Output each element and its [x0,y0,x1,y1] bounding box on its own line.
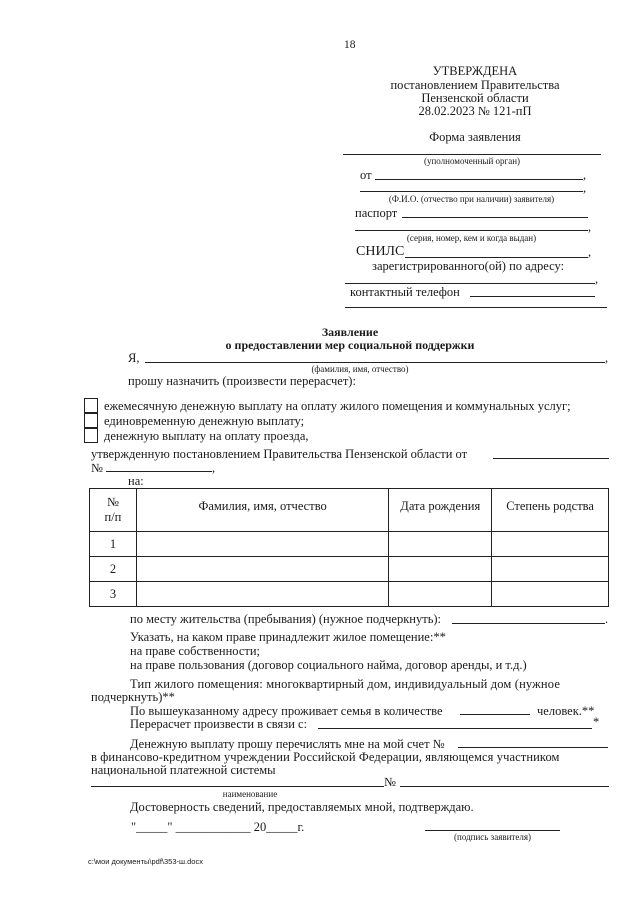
from-field[interactable] [375,179,583,180]
statement-title: Заявление [321,325,379,339]
payment-line-3: национальной платежной системы [91,763,276,777]
address-field[interactable] [345,283,595,284]
residence-field[interactable] [452,623,605,624]
approval-date: 28.02.2023 № 121-пП [418,104,532,118]
approval-title: УТВЕРЖДЕНА [432,64,518,78]
col-header-fio: Фамилия, имя, отчество [136,489,388,532]
passport-caption: (серия, номер, кем и когда выдан) [406,233,537,243]
cell-relation[interactable] [492,582,609,607]
option-checkbox-onetime[interactable] [84,413,98,428]
cell-fio[interactable] [136,582,388,607]
recalc-text: Перерасчет произвести в связи с: [130,717,308,731]
phone-label: контактный телефон [350,285,460,299]
account-number-field[interactable] [458,747,608,748]
residence-text: по месту жительства (пребывания) (нужное подчеркнуть): [130,612,442,626]
authority-caption: (уполномоченный орган) [423,156,521,166]
snils-label: СНИЛС [356,244,405,259]
cell-relation[interactable] [492,557,609,582]
i-label: Я, [128,351,140,365]
from-comma: , [583,168,587,182]
housing-type-line-1: Тип жилого помещения: многоквартирный дом, индивидуальный дом (нужное [130,677,561,691]
date-line[interactable]: "_____" ____________ 20_____г. [131,820,305,834]
option-checkbox-travel[interactable] [84,428,98,443]
passport-field[interactable] [402,217,588,218]
cell-relation[interactable] [492,532,609,557]
cell-fio[interactable] [136,557,388,582]
snils-field[interactable] [405,257,588,258]
col-header-number: № п/п [90,489,137,532]
row-number: 3 [90,582,137,607]
address-comma: , [595,272,599,286]
approved-number-field[interactable] [106,471,212,472]
bank-number-field[interactable] [400,786,609,787]
housing-right-question: Указать, на каком праве принадлежит жилое помещение:** [130,630,446,644]
residence-dot: . [605,612,609,626]
signature-caption: (подпись заявителя) [454,832,531,842]
registered-label: зарегистрированного(ой) по адресу: [372,259,565,273]
housing-right-ownership: на праве собственности; [130,644,261,658]
option-travel-label: денежную выплату на оплату проезда, [104,429,309,443]
option-monthly-label: ежемесячную денежную выплату на оплату жилого помещения и коммунальных услуг; [104,399,571,413]
passport-comma: , [588,220,592,234]
table-row [90,532,609,557]
approval-line-2: Пензенской области [421,91,529,105]
for-label: на: [128,474,144,488]
housing-type-line-2: подчеркнуть)** [91,690,175,704]
footer-file-path: c:\мои документы\pdf\353-ш.docx [88,857,203,866]
approved-number-sign: № [91,461,103,475]
family-count-text: По вышеуказанному адресу проживает семья в количестве [130,704,443,718]
fio-caption: (Ф.И.О. (отчество при наличии) заявителя) [388,194,555,204]
table-row [90,582,609,607]
recalc-mark: * [593,715,600,729]
signature-field[interactable] [425,830,560,831]
cell-birthdate[interactable] [389,532,492,557]
name-comma: , [605,351,609,365]
cell-birthdate[interactable] [389,557,492,582]
table-header-row [90,489,609,532]
cell-birthdate[interactable] [389,582,492,607]
table-row [90,557,609,582]
snils-comma: , [588,245,592,259]
row-number: 2 [90,557,137,582]
housing-right-use: на праве пользования (договор социального найма, договор аренды, и т.д.) [130,658,527,672]
option-checkbox-monthly[interactable] [84,398,98,413]
payment-line-2: в финансово-кредитном учреждении Российской Федерации, являющемся участником [91,750,560,764]
phone-field[interactable] [470,296,595,297]
header-extra-line [345,307,607,308]
approved-comma: , [212,461,216,475]
bank-caption: наименование [222,789,278,799]
confirm-text: Достоверность сведений, предоставляемых мной, подтверждаю. [130,800,474,814]
row-number: 1 [90,532,137,557]
option-onetime-label: единовременную денежную выплату; [104,414,305,428]
cell-fio[interactable] [136,532,388,557]
bank-name-field[interactable] [91,786,384,787]
family-members-table [89,488,609,607]
name-caption: (фамилия, имя, отчество) [311,364,409,374]
col-header-relation: Степень родства [492,489,609,532]
passport-label: паспорт [355,206,398,220]
authority-field[interactable] [343,154,601,155]
form-title: Форма заявления [429,130,521,144]
payment-line-1: Денежную выплату прошу перечислять мне на мой счет № [130,737,445,751]
family-count-field[interactable] [460,714,530,715]
fio-field[interactable] [360,191,583,192]
passport-field-2[interactable] [355,230,588,231]
page-number: 18 [344,39,356,51]
approved-date-field[interactable] [493,458,609,459]
statement-subtitle: о предоставлении мер социальной поддержки [225,338,475,352]
fio-comma: , [583,181,587,195]
from-label: от [360,168,372,182]
request-text: прошу назначить (произвести перерасчет): [128,374,356,388]
approved-text: утвержденную постановлением Правительства Пензенской области от [91,447,468,461]
recalc-field[interactable] [318,728,592,729]
family-count-unit: человек.** [537,704,595,718]
bank-number-sign: № [384,775,396,789]
approval-line-1: постановлением Правительства [390,78,560,92]
col-header-birthdate: Дата рождения [389,489,492,532]
applicant-name-field[interactable] [145,362,605,363]
